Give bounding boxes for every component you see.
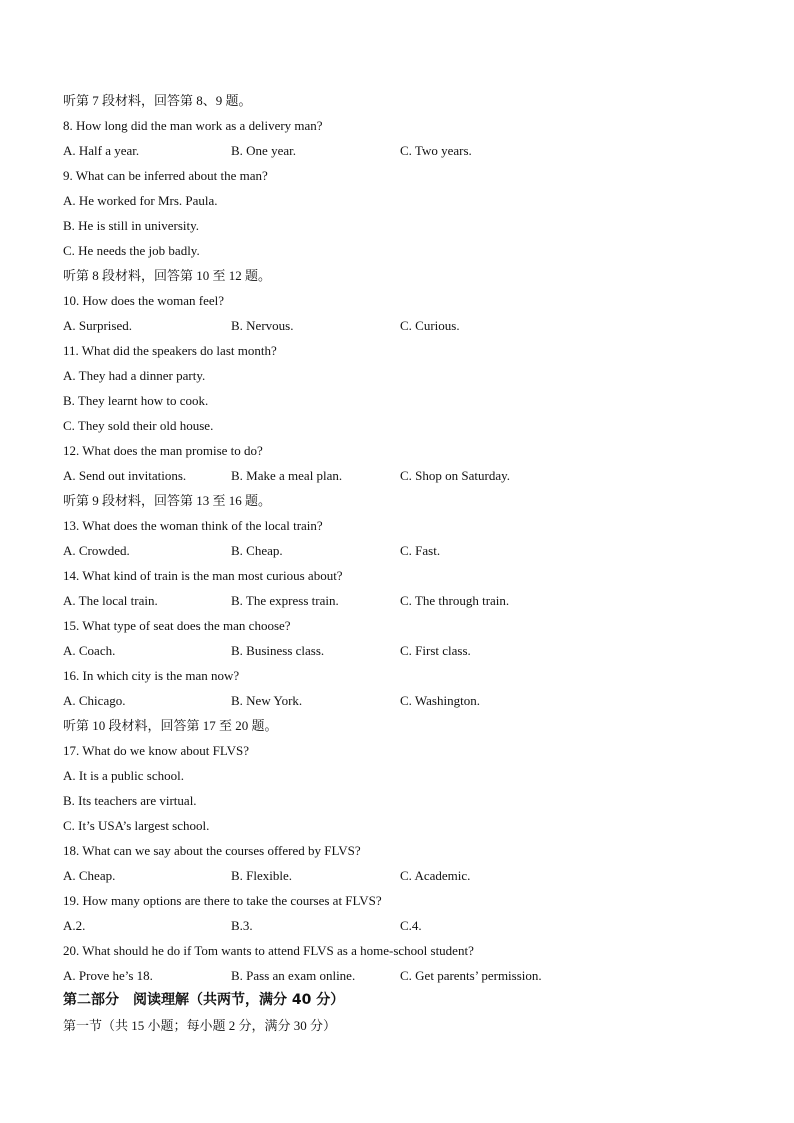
- option-a: A. He worked for Mrs. Paula.: [63, 193, 218, 208]
- option-b: B. The express train.: [231, 593, 339, 608]
- question-14-options: [63, 588, 743, 613]
- option-b: B. Business class.: [231, 643, 325, 658]
- option-b: B. Make a meal plan.: [231, 468, 343, 483]
- option-b: B. He is still in university.: [63, 218, 200, 233]
- option-b: B. Nervous.: [231, 318, 294, 333]
- question-18-options: [63, 863, 743, 888]
- option-a: A. Surprised.: [63, 318, 132, 333]
- option-a: A. Send out invitations.: [63, 468, 187, 483]
- option-c: C. The through train.: [400, 593, 510, 608]
- option-a: A.2.: [63, 918, 86, 933]
- option-a: A. It is a public school.: [63, 768, 184, 783]
- option-b: B.3.: [231, 918, 253, 933]
- option-c: C. It’s USA’s largest school.: [63, 818, 210, 833]
- option-a: A. Cheap.: [63, 868, 116, 883]
- question-13: 13. What does the woman think of the local train?: [63, 518, 323, 533]
- question-11: 11. What did the speakers do last month?: [63, 343, 277, 358]
- question-12: 12. What does the man promise to do?: [63, 443, 263, 458]
- option-c: C. First class.: [400, 643, 471, 658]
- question-9: 9. What can be inferred about the man?: [63, 168, 268, 183]
- question-17: 17. What do we know about FLVS?: [63, 743, 249, 758]
- option-a: A. Prove he’s 18.: [63, 968, 153, 983]
- question-16: 16. In which city is the man now?: [63, 668, 240, 683]
- question-10-options: [63, 313, 743, 338]
- option-b: B. New York.: [231, 693, 303, 708]
- option-a: A. They had a dinner party.: [63, 368, 206, 383]
- question-12-options: [63, 463, 743, 488]
- question-20-options: [63, 963, 743, 988]
- option-c: C. Shop on Saturday.: [400, 468, 511, 483]
- question-15-options: [63, 638, 743, 663]
- option-b: B. One year.: [231, 143, 296, 158]
- option-c: C. Washington.: [400, 693, 480, 708]
- question-14: 14. What kind of train is the man most curious about?: [63, 568, 343, 583]
- option-c: C. Get parents’ permission.: [400, 968, 542, 983]
- question-20: 20. What should he do if Tom wants to attend FLVS as a home-school student?: [63, 943, 474, 958]
- option-a: A. Coach.: [63, 643, 116, 658]
- option-a: A. Crowded.: [63, 543, 130, 558]
- part-two-heading: 第二部分 阅读理解（共两节，满分 40 分）: [63, 992, 345, 1008]
- option-b: B. Cheap.: [231, 543, 283, 558]
- question-18: 18. What can we say about the courses offered by FLVS?: [63, 843, 361, 858]
- question-19: 19. How many options are there to take the courses at FLVS?: [63, 893, 382, 908]
- option-a: A. Half a year.: [63, 143, 140, 158]
- listening-section: [63, 88, 743, 1038]
- option-b: B. Pass an exam online.: [231, 968, 356, 983]
- question-13-options: [63, 538, 743, 563]
- option-b: B. Its teachers are virtual.: [63, 793, 197, 808]
- section-one-heading: 第一节（共 15 小题；每小题 2 分，满分 30 分）: [63, 1018, 337, 1033]
- option-c: C. They sold their old house.: [63, 418, 214, 433]
- option-b: B. They learnt how to cook.: [63, 393, 209, 408]
- question-16-options: [63, 688, 743, 713]
- question-8: 8. How long did the man work as a delivery man?: [63, 118, 323, 133]
- option-c: C. He needs the job badly.: [63, 243, 200, 258]
- option-c: C. Fast.: [400, 543, 441, 558]
- question-8-options: [63, 138, 743, 163]
- option-a: A. Chicago.: [63, 693, 126, 708]
- question-10: 10. How does the woman feel?: [63, 293, 225, 308]
- material-9-intro: 听第 9 段材料，回答第 13 至 16 题。: [63, 493, 272, 508]
- option-b: B. Flexible.: [231, 868, 293, 883]
- material-7-intro: 听第 7 段材料，回答第 8、9 题。: [63, 93, 252, 108]
- option-c: C.4.: [400, 918, 422, 933]
- option-c: C. Academic.: [400, 868, 471, 883]
- material-10-intro: 听第 10 段材料，回答第 17 至 20 题。: [63, 718, 278, 733]
- question-15: 15. What type of seat does the man choose?: [63, 618, 291, 633]
- question-19-options: [63, 913, 743, 938]
- option-a: A. The local train.: [63, 593, 158, 608]
- option-c: C. Curious.: [400, 318, 460, 333]
- material-8-intro: 听第 8 段材料，回答第 10 至 12 题。: [63, 268, 272, 283]
- option-c: C. Two years.: [400, 143, 472, 158]
